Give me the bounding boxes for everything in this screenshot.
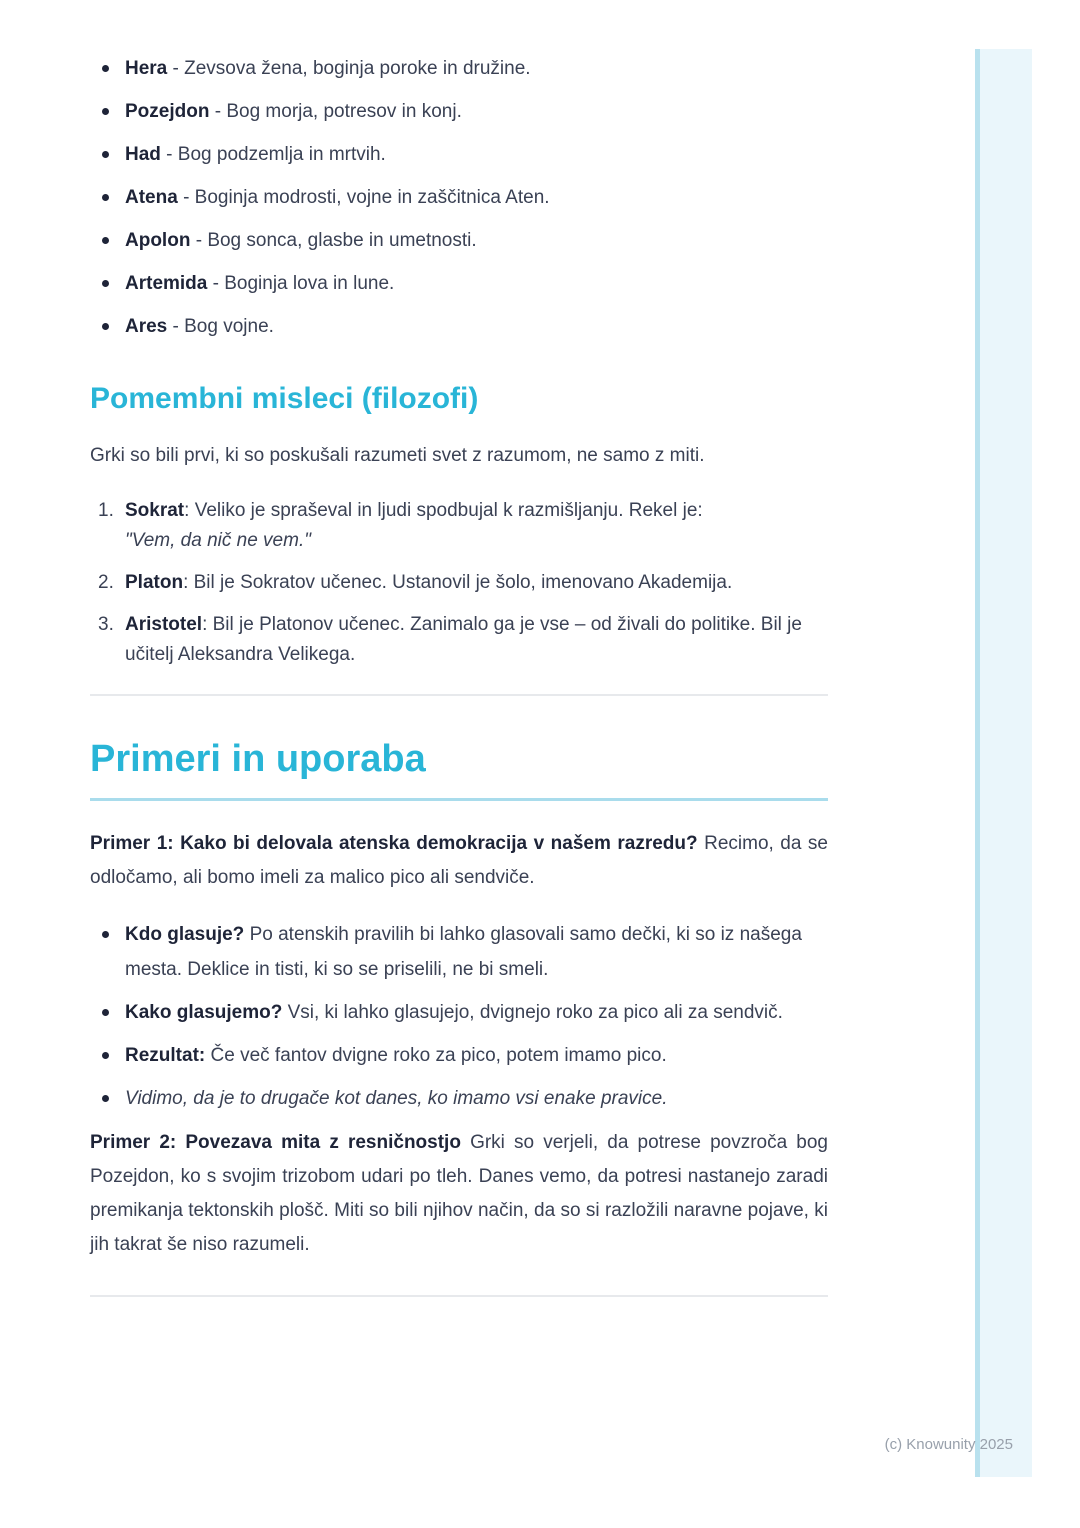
bullet-text: Po atenskih pravilih bi lahko glasovali samo dečki, ki so iz našega mesta. Deklice in tisti, ki so se priselili, ne bi smeli. (125, 924, 802, 980)
bullet-bold: Kako glasujemo? (125, 1002, 283, 1023)
example2-title: Primer 2: Povezava mita z resničnostjo (90, 1132, 461, 1153)
god-name: Had (125, 144, 161, 165)
thinker-name: Aristotel (125, 614, 203, 635)
god-name: Ares (125, 316, 168, 337)
god-desc: - Boginja modrosti, vojne in zaščitnica Aten. (177, 187, 550, 208)
god-desc: - Bog podzemlja in mrtvih. (160, 144, 386, 165)
quote: "Vem, da nič ne vem." (125, 530, 311, 551)
footer-copyright: (c) Knowunity 2025 (884, 1436, 1013, 1453)
example1-paragraph (90, 827, 828, 895)
list-item-artemida (90, 267, 828, 300)
thinker-text: : Bil je Platonov učenec. Zanimalo ga je vse – od živali do politike. Bil je učitelj Aleksandra Velikega. (125, 614, 802, 665)
italic-note: Vidimo, da je to drugače kot danes, ko imamo vsi enake pravice. (125, 1088, 668, 1109)
thinkers-intro: Grki so bili prvi, ki so poskušali razumeti svet z razumom, ne samo z miti. (90, 445, 705, 466)
list-item-pozejdon (90, 95, 828, 128)
list-item-note (90, 1081, 828, 1116)
bullet-text: Vsi, ki lahko glasujejo, dvignejo roko za pico ali za sendvič. (282, 1002, 783, 1023)
list-item-platon (90, 568, 828, 598)
list-number: 3. (98, 614, 114, 635)
list-item-kako-glasujemo (90, 995, 828, 1030)
bullet-bold: Rezultat: (125, 1045, 206, 1066)
bottom-divider (90, 1295, 828, 1297)
list-item-apolon (90, 224, 828, 257)
bullet-text: Če več fantov dvigne roko za pico, potem imamo pico. (205, 1045, 667, 1066)
list-number: 1. (98, 500, 114, 521)
god-desc: - Zevsova žena, boginja poroke in družine. (167, 58, 531, 79)
god-desc: - Bog sonca, glasbe in umetnosti. (190, 230, 477, 251)
god-desc: - Bog vojne. (167, 316, 274, 337)
example1-bullets (90, 917, 828, 1116)
list-item-hera (90, 52, 828, 85)
list-item-aristotel (90, 610, 828, 670)
example2-text: Grki so verjeli, da potrese povzroča bog Pozejdon, ko s svojim trizobom udari po tleh. Danes vemo, da potresi nastanejo zaradi premikanja tektonskih plošč. Miti so bili njihov način, da so si razložili naravne pojave, ki jih takrat še niso razumeli. (90, 1132, 828, 1255)
god-name: Pozejdon (125, 101, 210, 122)
thinkers-list (90, 496, 828, 670)
thinker-name: Sokrat (125, 500, 185, 521)
god-name: Atena (125, 187, 178, 208)
example2-paragraph (90, 1126, 828, 1262)
document-content (90, 0, 828, 1297)
list-item-had (90, 138, 828, 171)
god-desc: - Boginja lova in lune. (207, 273, 395, 294)
list-item-kdo-glasuje (90, 917, 828, 987)
example1-title: Primer 1: Kako bi delovala atenska demokracija v našem razredu? (90, 833, 698, 854)
list-number: 2. (98, 572, 114, 593)
thinker-name: Platon (125, 572, 184, 593)
example1-intro: Recimo, da se odločamo, ali bomo imeli za malico pico ali sendviče. (90, 833, 828, 888)
god-desc: - Bog morja, potresov in konj. (209, 101, 462, 122)
list-item-sokrat (90, 496, 828, 556)
god-name: Artemida (125, 273, 208, 294)
list-item-rezultat (90, 1038, 828, 1073)
section-heading-thinkers: Pomembni misleci (filozofi) (90, 382, 479, 415)
thinker-text: : Bil je Sokratov učenec. Ustanovil je šolo, imenovano Akademija. (183, 572, 733, 593)
god-name: Hera (125, 58, 168, 79)
god-name: Apolon (125, 230, 191, 251)
list-item-atena (90, 181, 828, 214)
list-item-ares (90, 310, 828, 343)
bullet-bold: Kdo glasuje? (125, 924, 245, 945)
gods-list (90, 52, 828, 343)
section-divider (90, 694, 828, 696)
right-accent-bar (975, 49, 1032, 1477)
thinker-text: : Veliko je spraševal in ljudi spodbujal k razmišljanju. Rekel je: (184, 500, 703, 521)
section-heading-examples: Primeri in uporaba (90, 736, 828, 801)
